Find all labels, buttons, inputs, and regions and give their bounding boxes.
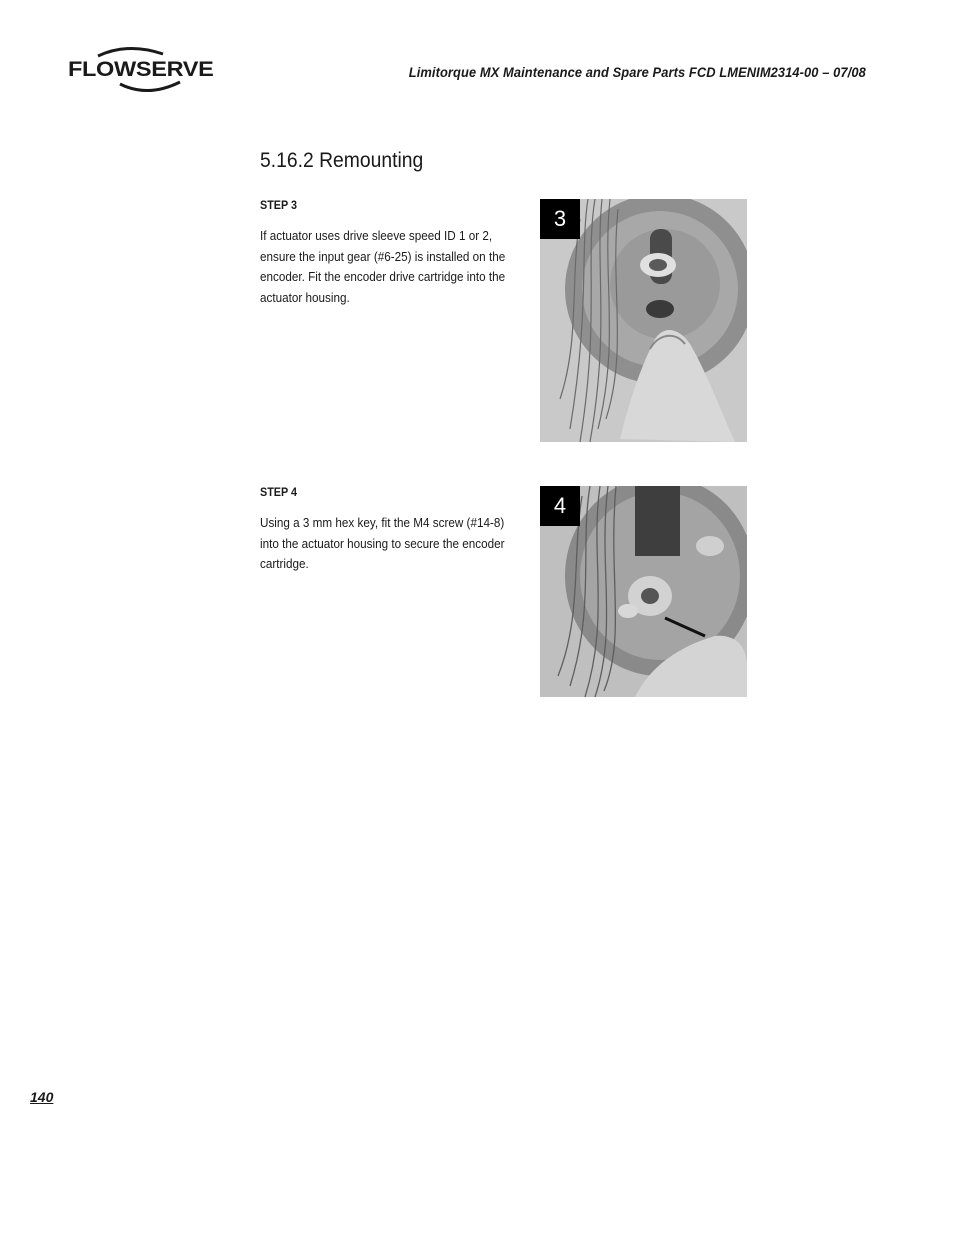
logo-wordmark: FLOWSERVE	[68, 58, 214, 81]
step-4-label: STEP 4	[260, 485, 298, 499]
step-3-badge: 3	[540, 199, 580, 239]
section-title: 5.16.2 Remounting	[260, 149, 424, 172]
step-3-photo	[540, 199, 747, 442]
flowserve-logo	[68, 44, 214, 96]
step-3-label: STEP 3	[260, 198, 298, 212]
logo-swoosh-icon	[68, 44, 208, 96]
step-4-text: Using a 3 mm hex key, fit the M4 screw (#14-8) into the actuator housing to secure the encoder cartridge.	[260, 515, 505, 571]
document-header-title: Limitorque MX Maintenance and Spare Parts FCD LMENIM2314-00 – 07/08	[408, 64, 866, 80]
page-number: 140	[30, 1089, 54, 1105]
step-3-text: If actuator uses drive sleeve speed ID 1 or 2, ensure the input gear (#6-25) is installed on the encoder. Fit the encoder drive cartridge into the actuator housing.	[260, 228, 506, 305]
step-4-photo	[540, 486, 747, 697]
step-4-badge: 4	[540, 486, 580, 526]
